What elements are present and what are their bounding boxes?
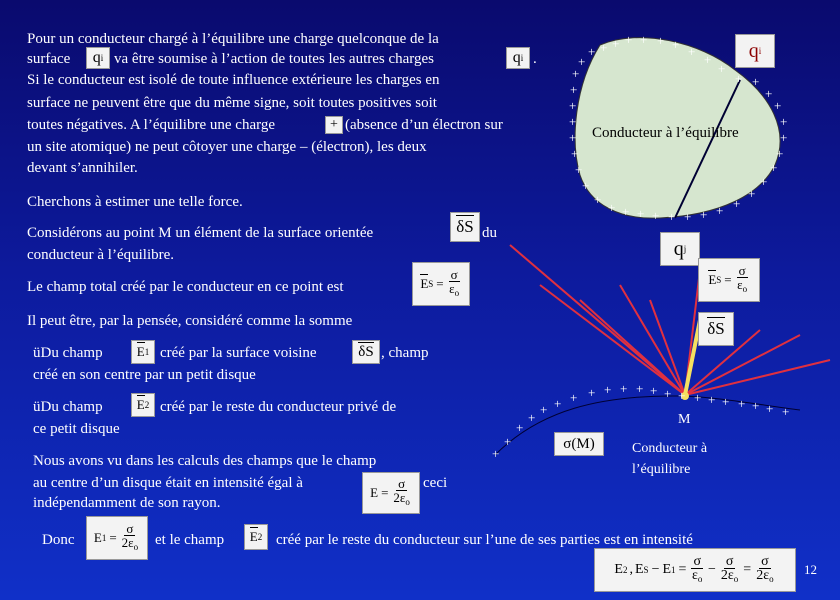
item1-a: üDu champ	[33, 345, 103, 361]
plus-charge: +	[774, 98, 782, 113]
plus-charge: +	[657, 33, 665, 48]
item2-a: üDu champ	[33, 399, 103, 415]
dS-diagram-box: δS	[698, 312, 734, 346]
plus-charge: +	[780, 130, 788, 145]
donc-text: Donc	[42, 532, 75, 548]
plus-charge: +	[540, 402, 548, 417]
dS-vector-box: δS	[450, 212, 480, 242]
field-total-text: Le champ total créé par le conducteur en ce point est	[27, 279, 344, 295]
plus-charge: +	[708, 392, 716, 407]
plus-charge: +	[578, 54, 586, 69]
conductor-label: Conducteur à l’équilibre	[592, 125, 739, 141]
consider-line1b: du	[482, 225, 497, 241]
plus-charge: +	[752, 74, 760, 89]
plus-charge: +	[588, 385, 596, 400]
plus-charge: +	[688, 44, 696, 59]
plus-charge: +	[571, 146, 579, 161]
para1-line3: Si le conducteur est isolé de toute influence extérieure les charges en	[27, 72, 440, 88]
dS-box-small: δS	[352, 340, 380, 364]
plus-charge: +	[652, 208, 660, 223]
page-number: 12	[804, 562, 817, 577]
qi-symbol-box-2: q i	[506, 47, 530, 69]
E-disk-formula-box: E = $\frac{\sigma}{2\varepsilon_o}$	[362, 472, 420, 514]
disk-line1: Nous avons vu dans les calculs des champs que le champ	[33, 453, 377, 469]
plus-charge-box: +	[325, 116, 343, 134]
plus-charge: +	[733, 196, 741, 211]
para1-line5b: (absence d’un électron sur	[345, 117, 503, 133]
plus-charge: +	[684, 209, 692, 224]
plus-charge: +	[735, 71, 743, 86]
plus-charge: +	[664, 386, 672, 401]
plus-charge: +	[700, 207, 708, 222]
plus-charge: +	[570, 390, 578, 405]
plus-charge: +	[528, 410, 536, 425]
plus-charge: +	[766, 401, 774, 416]
disk-line2b: ceci	[423, 475, 448, 491]
plus-charge: +	[770, 160, 778, 175]
plus-charge: +	[738, 396, 746, 411]
qj-diagram-box: q j	[660, 232, 700, 266]
point-M-label: M	[678, 412, 691, 427]
para1-line7: devant s’annihiler.	[27, 160, 138, 176]
item2-c: ce petit disque	[33, 421, 120, 437]
plus-charge: +	[582, 178, 590, 193]
plus-charge: +	[640, 32, 648, 47]
final-formula-box: E 2 , E S − E 1 = $\frac{\sigma}{\varepsilon_o}$ − $\frac{\sigma}{2\varepsilon_o}$ = $\frac{\sigma}{2\varepsilon_o}$	[594, 548, 796, 592]
para1-line2b: va être soumise à l’action de toutes les autres charges	[114, 51, 435, 67]
E1-box: E 1	[131, 340, 155, 364]
plus-charge: +	[637, 206, 645, 221]
plus-charge: +	[588, 44, 596, 59]
plus-charge: +	[722, 394, 730, 409]
sigmaM-box: σ(M)	[554, 432, 604, 456]
and-field-text: et le champ	[155, 532, 225, 548]
plus-charge: +	[716, 203, 724, 218]
plus-charge: +	[569, 98, 577, 113]
consider-line2: conducteur à l’équilibre.	[27, 247, 175, 263]
plus-charge: +	[569, 130, 577, 145]
plus-charge: +	[516, 420, 524, 435]
plus-charge: +	[504, 434, 512, 449]
plus-charge: +	[765, 86, 773, 101]
rest-text: créé par le reste du conducteur sur l’une de ses parties est en intensité	[276, 532, 693, 548]
Es-diagram-box: E S = $\frac{\sigma}{\varepsilon_o}$	[698, 258, 760, 302]
E2-box: E 2	[131, 393, 155, 417]
para1-line1: Pour un conducteur chargé à l’équilibre une charge quelconque de la	[27, 31, 439, 47]
item1-d: créé en son centre par un petit disque	[33, 367, 256, 383]
disk-line3: indépendamment de son rayon.	[33, 495, 221, 511]
para1-line5: toutes négatives. A l’équilibre une charge	[27, 117, 275, 133]
disk-line2: au centre d’un disque était en intensité égal à	[33, 475, 303, 491]
E1-formula-box: E 1 = $\frac{\sigma}{2\varepsilon_o}$	[86, 516, 148, 560]
plus-charge: +	[782, 404, 790, 419]
para1-line2a: surface	[27, 51, 71, 67]
plus-charge: +	[608, 200, 616, 215]
consider-line1: Considérons au point M un élément de la surface orientée	[27, 225, 374, 241]
plus-charge: +	[575, 162, 583, 177]
plus-charge: +	[760, 174, 768, 189]
plus-charge: +	[780, 114, 788, 129]
plus-charge: +	[620, 381, 628, 396]
plus-charge: +	[776, 146, 784, 161]
plus-charge: +	[678, 388, 686, 403]
E2-box-bottom: E 2	[244, 524, 268, 550]
plus-charge: +	[569, 114, 577, 129]
plus-charge: +	[622, 204, 630, 219]
plus-charge: +	[694, 390, 702, 405]
field-arrows	[510, 245, 830, 395]
qi-diagram-box: q i	[735, 34, 775, 68]
Es-formula-box: E S = $\frac{\sigma}{\varepsilon_o}$	[412, 262, 470, 306]
plus-charge: +	[752, 398, 760, 413]
item1-b: créé par la surface voisine	[160, 345, 317, 361]
plus-charge: +	[604, 382, 612, 397]
plus-charge: +	[612, 36, 620, 51]
para1-line6: un site atomique) ne peut côtoyer une charge – (électron), les deux	[27, 139, 427, 155]
item1-c: , champ	[381, 345, 429, 361]
qi-symbol-box: q i	[86, 47, 110, 69]
plus-charge: +	[600, 40, 608, 55]
plus-charge: +	[636, 381, 644, 396]
plus-charge: +	[625, 32, 633, 47]
item2-b: créé par le reste du conducteur privé de	[160, 399, 397, 415]
plus-charge: +	[554, 396, 562, 411]
search-text: Cherchons à estimer une telle force.	[27, 194, 243, 210]
plus-charge: +	[672, 37, 680, 52]
plus-charge: +	[704, 52, 712, 67]
conductor2-line2: l’équilibre	[632, 462, 691, 477]
para1-line4: surface ne peuvent être que du même signe, soit toutes positives soit	[27, 95, 437, 111]
conductor2-line1: Conducteur à	[632, 441, 708, 456]
plus-charge: +	[594, 192, 602, 207]
plus-charge: +	[748, 186, 756, 201]
plus-charge: +	[572, 66, 580, 81]
plus-charge: +	[718, 61, 726, 76]
plus-charge: +	[668, 209, 676, 224]
sum-text: Il peut être, par la pensée, considéré comme la somme	[27, 313, 353, 329]
plus-charge: +	[650, 383, 658, 398]
plus-charge: +	[492, 446, 500, 461]
plus-charge: +	[570, 82, 578, 97]
para1-line2c: .	[533, 51, 537, 67]
